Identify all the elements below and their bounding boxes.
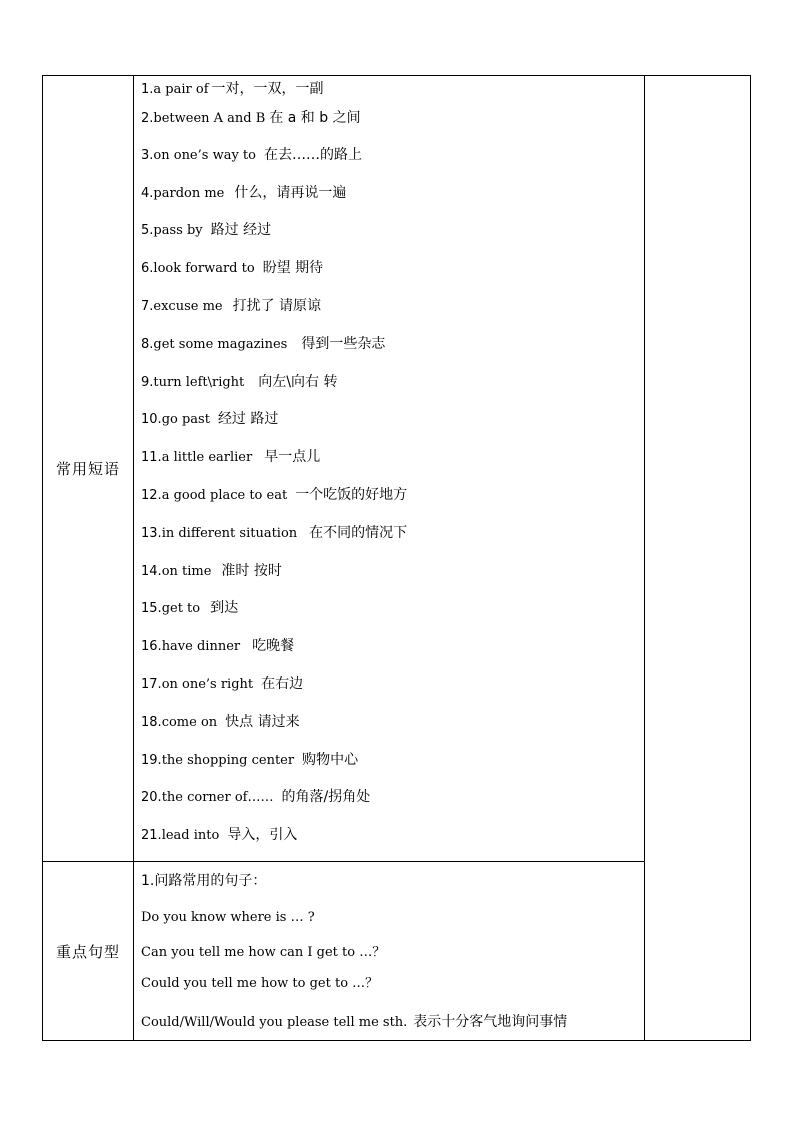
phrase-item: 14.on time 准时 按时: [141, 563, 282, 579]
phrase-item: 2.between A and B 在 a 和 b 之间: [141, 110, 361, 126]
phrase-item: 6.look forward to 盼望 期待: [141, 260, 324, 276]
phrase-item: 4.pardon me 什么，请再说一遍: [141, 185, 347, 201]
sentence-item: Could/Will/Would you please tell me sth. 表示十分客气地询问事情: [141, 1014, 568, 1030]
phrases-label-text: 常用短语: [55, 460, 120, 478]
lesson-table: [42, 75, 751, 1041]
sentences-section-label: [43, 862, 134, 1041]
phrase-item: 16.have dinner 吃晚餐: [141, 638, 295, 654]
phrase-item: 1.a pair of 一对，一双，一副: [141, 81, 324, 97]
phrase-item: 21.lead into 导入，引入: [141, 827, 298, 843]
sentence-item: Could you tell me how to get to …？: [141, 976, 379, 991]
phrase-item: 5.pass by 路过 经过: [141, 222, 272, 238]
phrase-item: 7.excuse me 打扰了 请原谅: [141, 298, 322, 314]
sentence-heading: 1.问路常用的句子：: [141, 873, 267, 889]
phrase-item: 12.a good place to eat 一个吃饭的好地方: [141, 487, 408, 503]
phrase-item: 19.the shopping center 购物中心: [141, 752, 359, 768]
sentence-item: Do you know where is … ?: [141, 910, 315, 925]
phrase-item: 8.get some magazines 得到一些杂志: [141, 336, 386, 352]
phrase-item: 17.on one’s right 在右边: [141, 676, 304, 692]
phrase-item: 3.on one’s way to 在去……的路上: [141, 147, 362, 163]
phrase-item: 10.go past 经过 路过: [141, 411, 279, 427]
notes-column-cell: [645, 76, 751, 1041]
sentence-item: Can you tell me how can I get to …？: [141, 945, 386, 960]
phrase-item: 13.in different situation 在不同的情况下: [141, 525, 408, 541]
phrase-item: 11.a little earlier 早一点儿: [141, 449, 321, 465]
sentences-label-text: 重点句型: [55, 942, 120, 961]
phrases-section-label: [43, 76, 134, 862]
phrase-item: 20.the corner of…… 的角落/拐角处: [141, 789, 371, 805]
phrase-item: 18.come on 快点 请过来: [141, 714, 300, 730]
phrase-item: 15.get to 到达: [141, 600, 239, 616]
phrase-item: 9.turn left\right 向左\向右 转: [141, 374, 338, 390]
